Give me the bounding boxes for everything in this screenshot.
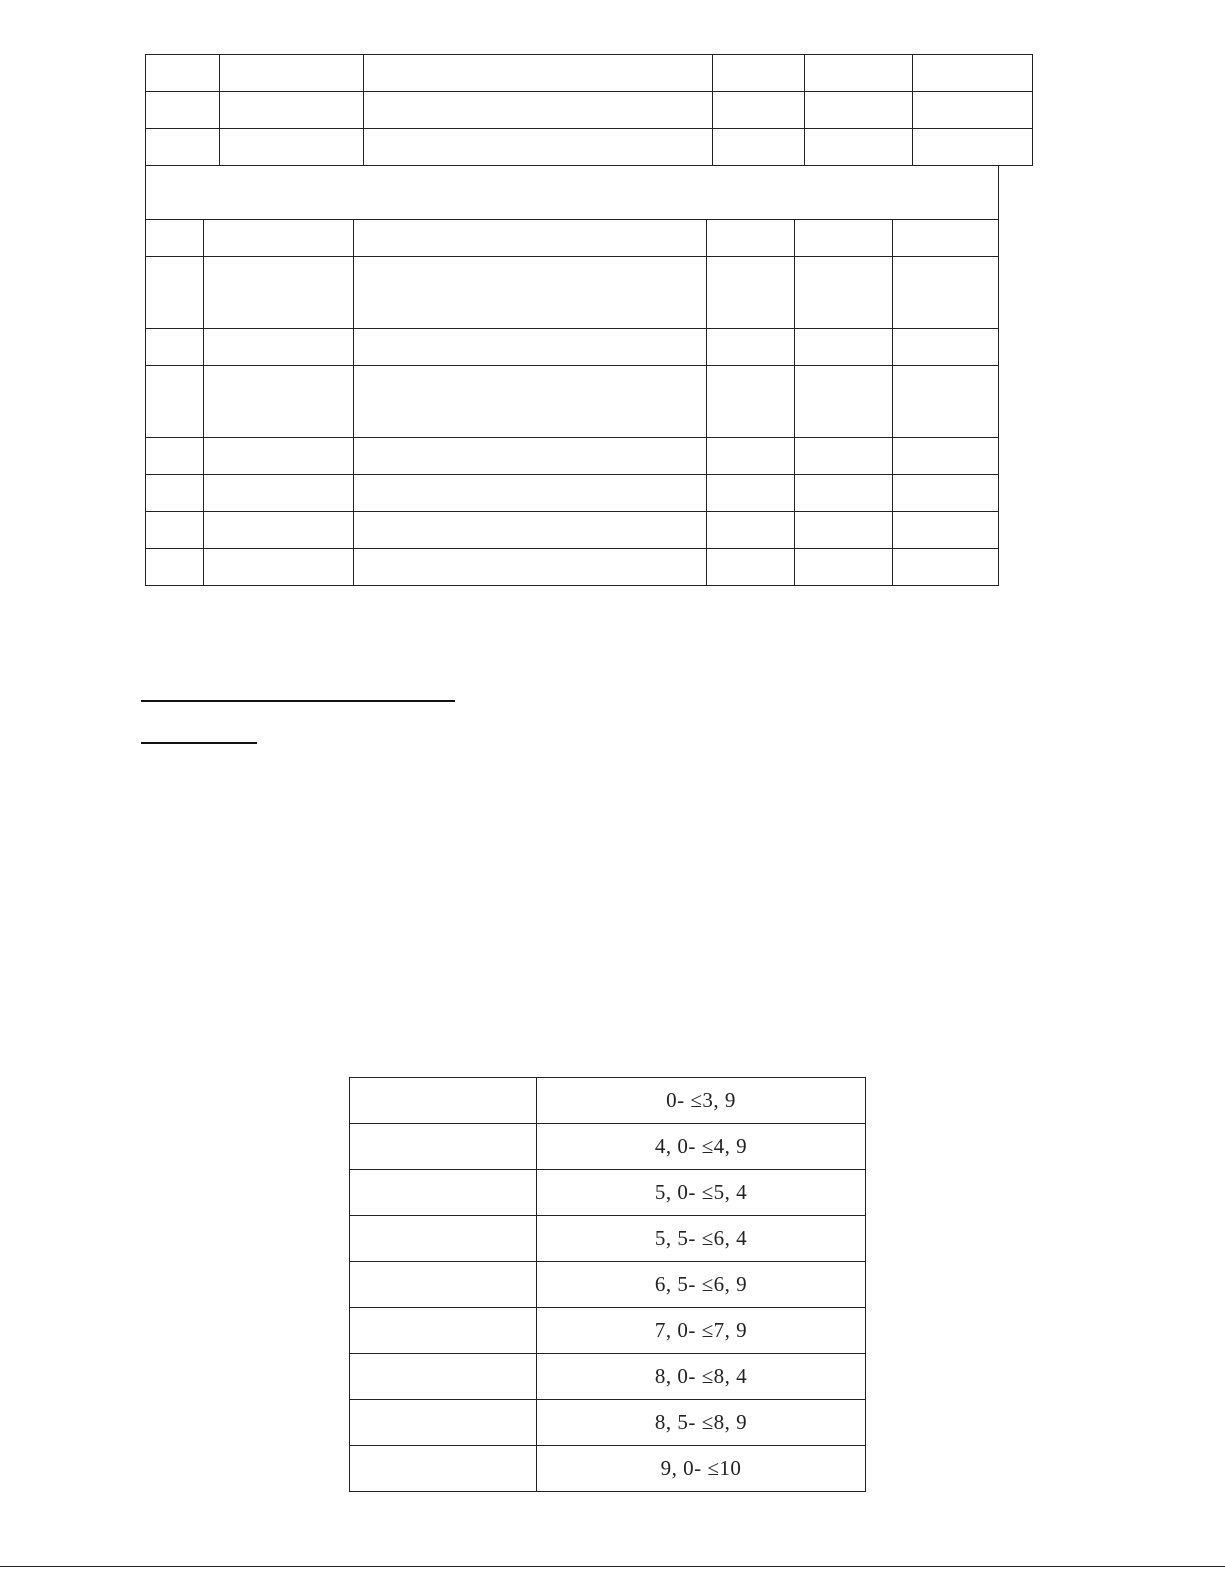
- table-cell: [713, 92, 805, 129]
- table-cell: [146, 329, 204, 366]
- table-cell: [220, 92, 364, 129]
- grade-label-cell: [350, 1308, 537, 1354]
- table-row: [350, 1446, 866, 1492]
- table-cell: [795, 512, 893, 549]
- grade-label-cell: [350, 1446, 537, 1492]
- grade-label-cell: [350, 1124, 537, 1170]
- table-row: [350, 1400, 866, 1446]
- table-cell: [354, 549, 707, 586]
- table-cell: [354, 329, 707, 366]
- table-row: [146, 92, 1033, 129]
- grade-label-cell: [350, 1262, 537, 1308]
- heading-underline: [141, 700, 455, 702]
- table-cell: [146, 475, 204, 512]
- table-cell: [913, 129, 1033, 166]
- table-row: [146, 549, 999, 586]
- table-cell: [713, 129, 805, 166]
- table-cell: [913, 55, 1033, 92]
- table-cell: [204, 475, 354, 512]
- table-cell: [204, 512, 354, 549]
- table-cell: [795, 475, 893, 512]
- table-cell: [204, 549, 354, 586]
- table-cell: [893, 257, 999, 329]
- grade-range-cell: 6, 5- ≤6, 9: [537, 1262, 866, 1308]
- table-cell: [913, 92, 1033, 129]
- table-row: [146, 220, 999, 257]
- table-row: [146, 366, 999, 438]
- grade-range-cell: 8, 0- ≤8, 4: [537, 1354, 866, 1400]
- table-cell: [146, 438, 204, 475]
- table-cell: [354, 512, 707, 549]
- table-cell: [146, 512, 204, 549]
- table-cell: [795, 366, 893, 438]
- table-row: [146, 257, 999, 329]
- table-cell: [805, 92, 913, 129]
- table-cell: [707, 512, 795, 549]
- table-cell: [354, 438, 707, 475]
- table-cell: [146, 549, 204, 586]
- table-cell: [146, 257, 204, 329]
- table-cell: [893, 438, 999, 475]
- table-cell: [146, 55, 220, 92]
- table-row: [146, 438, 999, 475]
- grade-range-cell: 4, 0- ≤4, 9: [537, 1124, 866, 1170]
- table-row: [350, 1170, 866, 1216]
- table-cell: [204, 329, 354, 366]
- table-cell: [893, 220, 999, 257]
- table-cell: [795, 220, 893, 257]
- grade-label-cell: [350, 1400, 537, 1446]
- main-table: [145, 165, 999, 586]
- table-cell: [707, 366, 795, 438]
- table-cell: [220, 55, 364, 92]
- table-cell: [713, 55, 805, 92]
- table-cell: [146, 220, 204, 257]
- table-cell: [354, 366, 707, 438]
- grade-range-cell: 0- ≤3, 9: [537, 1078, 866, 1124]
- table-cell: [893, 329, 999, 366]
- table-cell: [354, 220, 707, 257]
- table-cell: [707, 549, 795, 586]
- table-cell: [795, 549, 893, 586]
- grade-range-cell: 5, 5- ≤6, 4: [537, 1216, 866, 1262]
- table-cell: [893, 549, 999, 586]
- table-cell: [805, 129, 913, 166]
- grade-label-cell: [350, 1354, 537, 1400]
- table-cell: [893, 366, 999, 438]
- table-cell: [893, 475, 999, 512]
- grade-range-cell: 7, 0- ≤7, 9: [537, 1308, 866, 1354]
- table-cell: [146, 129, 220, 166]
- grade-range-cell: 8, 5- ≤8, 9: [537, 1400, 866, 1446]
- table-row: [350, 1354, 866, 1400]
- table-cell: [805, 55, 913, 92]
- table-cell: [354, 475, 707, 512]
- table-row: [146, 55, 1033, 92]
- table-row: [350, 1308, 866, 1354]
- table-row: [350, 1262, 866, 1308]
- table-row: [146, 129, 1033, 166]
- grade-range-cell: 5, 0- ≤5, 4: [537, 1170, 866, 1216]
- table-cell: [795, 329, 893, 366]
- grade-scale-table: [349, 1077, 866, 1492]
- table-cell: [354, 257, 707, 329]
- table-row: [350, 1124, 866, 1170]
- table-cell: [707, 257, 795, 329]
- top-table: [145, 54, 1033, 166]
- table-cell: [204, 220, 354, 257]
- subheading-underline: [141, 742, 257, 744]
- table-cell: [364, 129, 713, 166]
- table-cell: [220, 129, 364, 166]
- page-footer-rule: [0, 1566, 1225, 1567]
- table-cell: [364, 92, 713, 129]
- table-cell: [204, 438, 354, 475]
- table-row: [146, 512, 999, 549]
- table-cell: [795, 257, 893, 329]
- table-cell: [893, 512, 999, 549]
- table-cell: [146, 92, 220, 129]
- grade-label-cell: [350, 1170, 537, 1216]
- table-row: [146, 475, 999, 512]
- table-cell: [707, 329, 795, 366]
- table-cell: [795, 438, 893, 475]
- table-row: [146, 329, 999, 366]
- table-cell: [707, 438, 795, 475]
- table-cell: [204, 366, 354, 438]
- grade-label-cell: [350, 1216, 537, 1262]
- grade-label-cell: [350, 1078, 537, 1124]
- table-row: [350, 1078, 866, 1124]
- table-row: [350, 1216, 866, 1262]
- table-cell: [707, 220, 795, 257]
- table-cell: [146, 366, 204, 438]
- table-section-header: [146, 166, 999, 220]
- grade-range-cell: 9, 0- ≤10: [537, 1446, 866, 1492]
- table-cell: [364, 55, 713, 92]
- table-cell: [707, 475, 795, 512]
- table-cell: [204, 257, 354, 329]
- section-header-cell: [146, 166, 999, 220]
